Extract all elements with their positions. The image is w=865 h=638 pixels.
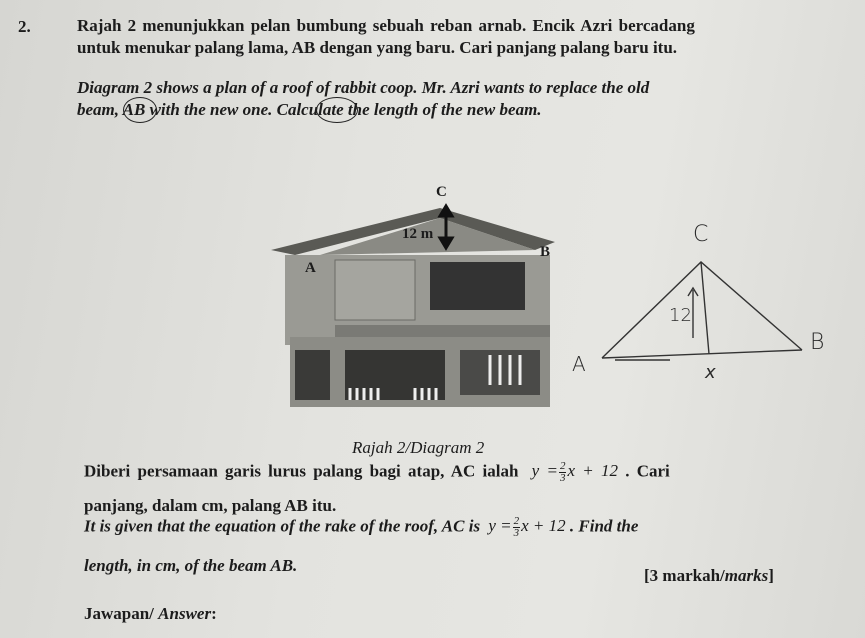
sketch-label-base: x — [705, 362, 716, 383]
coop-label-height: 12 m — [402, 226, 434, 242]
question-number: 2. — [18, 17, 31, 36]
marks-label: [3 markah/marks] — [644, 566, 774, 585]
malay-text-line-1: Rajah 2 menunjukkan pelan bumbung sebuah reban arnab. Encik Azri bercadang — [77, 16, 695, 35]
coop-label-c: C — [436, 184, 447, 200]
diagram-caption: Rajah 2/Diagram 2 — [352, 438, 485, 457]
given-malay-post: . Cari — [625, 461, 670, 481]
given-english-post: . Find the — [569, 516, 639, 536]
given-english-line-2: length, in cm, of the beam AB. — [84, 556, 298, 575]
equation-lhs: y = — [531, 461, 558, 481]
handwritten-circle-ab — [123, 97, 157, 123]
given-english-line-1 — [84, 516, 638, 539]
coop-label-b: B — [540, 244, 551, 260]
sketch-label-a: A — [572, 352, 586, 376]
given-malay-text: Diberi persamaan garis lurus palang bagi atap, AC ialah — [84, 461, 519, 481]
equation-rhs: x + 12 — [567, 461, 618, 481]
sketch-label-b: B — [810, 330, 825, 355]
given-malay-line-1 — [84, 461, 670, 484]
equation-fraction: $\frac{2}{3}$ — [559, 460, 566, 484]
coop-window — [430, 262, 525, 310]
english-text-line-1: Diagram 2 shows a plan of a roof of rabbit coop. Mr. Azri wants to replace the old — [77, 78, 650, 97]
handwritten-circle-new — [316, 97, 358, 123]
coop-label-a: A — [305, 260, 316, 276]
english-text-line-2: beam, AB with the new one. Calculate the length of the new beam. — [77, 100, 542, 119]
malay-text-line-2: untuk menukar palang lama, AB dengan yang baru. Cari panjang palang baru itu. — [77, 38, 678, 57]
sketch-label-height: 12 — [669, 305, 692, 326]
equation-malay — [531, 460, 626, 484]
given-english-text: It is given that the equation of the rake of the roof, AC is — [84, 516, 481, 536]
answer-label: Jawapan/ Answer: — [84, 604, 217, 623]
given-malay-line-2: panjang, dalam cm, palang AB itu. — [84, 496, 337, 515]
coop-middle-ledge — [335, 325, 550, 337]
sketch-label-c: C — [693, 222, 709, 247]
equation-english: y = $\frac{2}{3}$ x + 12 — [488, 515, 566, 539]
